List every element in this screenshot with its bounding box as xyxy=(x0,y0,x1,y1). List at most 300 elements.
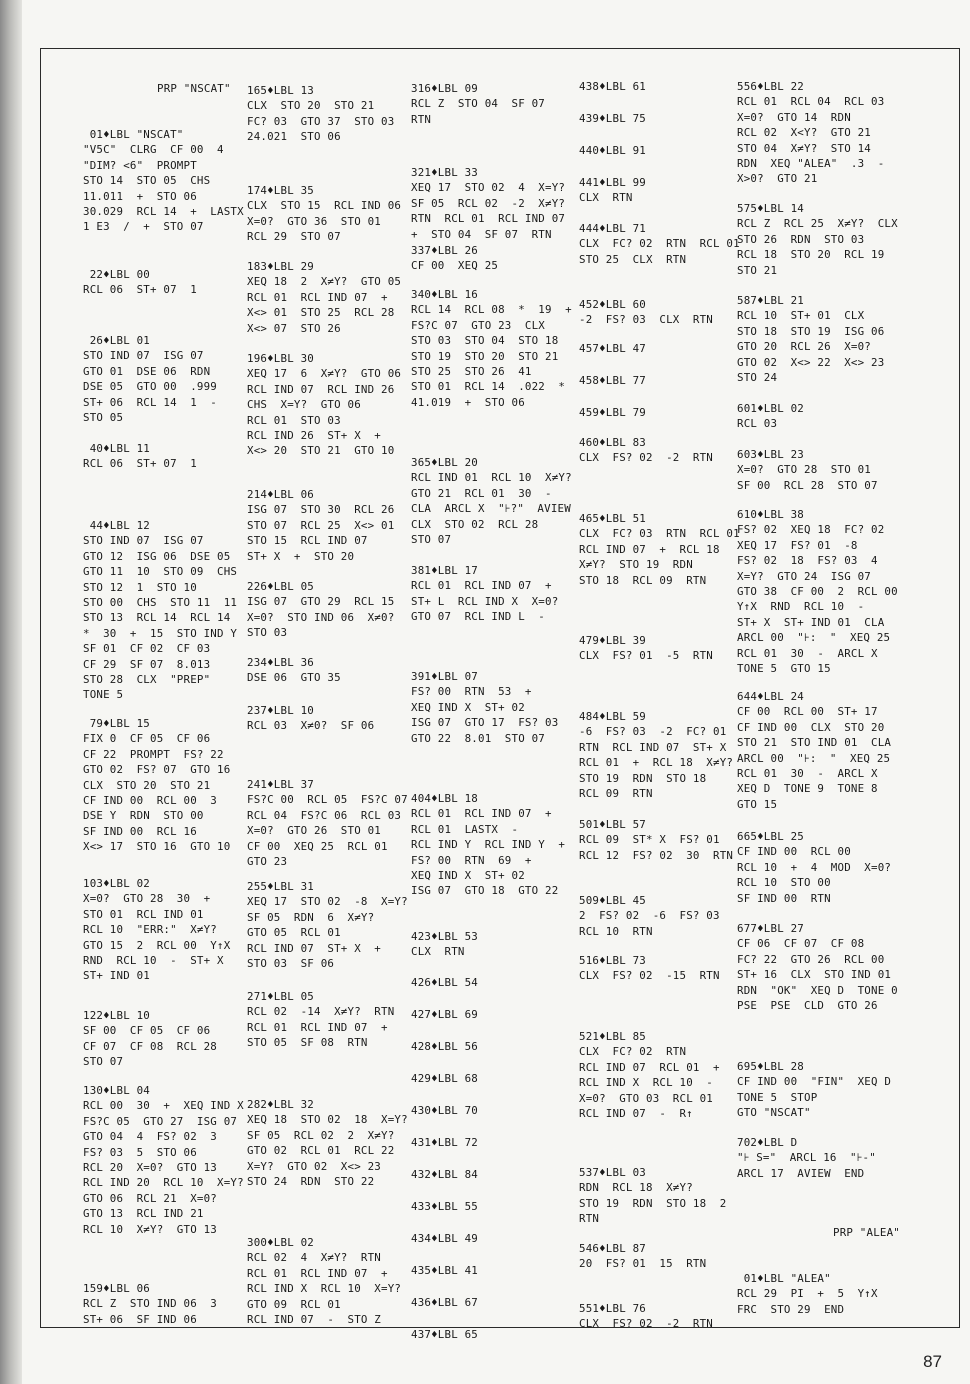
code-block xyxy=(737,79,959,187)
code-line: 01♦LBL "NSCAT" xyxy=(83,128,184,141)
code-line: 41.019 + STO 06 xyxy=(411,395,525,409)
code-line: CF IND 00 "FIN" XEQ D xyxy=(737,1075,892,1089)
code-line: 404♦LBL 18 xyxy=(411,792,479,805)
code-line: RCL 04 FS?C 06 RCL 03 xyxy=(247,808,402,822)
listing-frame xyxy=(40,48,960,1341)
code-line: ST+ 06 RCL 14 1 - xyxy=(83,395,218,409)
code-line: 610♦LBL 38 xyxy=(737,508,805,521)
code-line: RCL 20 X=0? GTO 13 xyxy=(83,1161,218,1175)
code-line: 428♦LBL 56 xyxy=(411,1040,479,1053)
code-line: XEQ IND X ST+ 02 xyxy=(411,700,525,714)
code-line: CF 22 PROMPT FS? 22 xyxy=(83,747,224,761)
code-line: CLX STO 02 RCL 28 xyxy=(411,517,539,531)
code-line: RCL 01 + RCL 18 X≠Y? xyxy=(579,756,734,770)
code-line: FS?C 05 GTO 27 ISG 07 xyxy=(83,1114,238,1128)
code-line: RCL IND X RCL 10 X=Y? xyxy=(247,1282,402,1296)
code-block xyxy=(83,267,243,298)
code-block xyxy=(737,829,959,906)
code-block xyxy=(83,518,243,703)
code-line: 435♦LBL 41 xyxy=(411,1264,479,1277)
listing-column-2 xyxy=(247,71,409,1327)
code-line: X=0? GTO 03 RCL 01 xyxy=(579,1091,714,1105)
code-line: FS? 03 5 STO 06 xyxy=(83,1145,197,1159)
code-line: X=0? GTO 14 RDN xyxy=(737,110,851,124)
code-line: GTO 04 4 FS? 02 3 xyxy=(83,1130,218,1144)
code-line: X=0? GTO 28 STO 01 xyxy=(737,463,872,477)
code-line: SF 00 RCL 28 STO 07 xyxy=(737,478,878,492)
code-line: 436♦LBL 67 xyxy=(411,1296,479,1309)
code-line: RCL 10 RTN xyxy=(579,924,653,938)
code-block xyxy=(579,709,735,801)
code-line: ST+ 16 CLX STO IND 01 xyxy=(737,968,892,982)
code-block xyxy=(83,127,243,235)
code-block xyxy=(579,111,735,126)
code-line: GTO 02 FS? 07 GTO 16 xyxy=(83,763,231,777)
code-line: 521♦LBL 85 xyxy=(579,1030,647,1043)
code-line: 441♦LBL 99 xyxy=(579,176,647,189)
code-line: DSE 06 GTO 35 xyxy=(247,671,341,685)
code-block xyxy=(411,1039,577,1054)
code-line: RCL 01 RCL IND 07 + xyxy=(247,1266,388,1280)
code-block xyxy=(737,1225,959,1240)
code-line: GTO 21 RCL 01 30 - xyxy=(411,486,552,500)
code-line: ST+ X ST+ IND 01 CLA xyxy=(737,615,885,629)
code-line: STO 21 xyxy=(737,263,778,277)
code-line: 196♦LBL 30 xyxy=(247,352,315,365)
code-line: RCL 10 X≠Y? GTO 13 xyxy=(83,1222,218,1236)
code-line: X<> 17 STO 16 GTO 10 xyxy=(83,840,231,854)
code-line: RCL IND 07 RCL IND 26 xyxy=(247,382,395,396)
code-line: RCL 01 STO 03 xyxy=(247,413,341,427)
code-line: CF 29 SF 07 8.013 xyxy=(83,657,211,671)
code-line: STO IND 07 ISG 07 xyxy=(83,534,204,548)
code-line: RCL IND 07 - STO Z xyxy=(247,1313,382,1327)
code-block xyxy=(579,373,735,388)
code-line: DSE Y RDN STO 00 xyxy=(83,809,204,823)
code-block xyxy=(411,1007,577,1022)
code-line: ARCL 00 "⊦: " XEQ 25 xyxy=(737,751,891,765)
code-line: CF 06 CF 07 CF 08 xyxy=(737,937,865,951)
code-block xyxy=(579,1241,735,1272)
code-block xyxy=(411,1327,577,1342)
code-line: STO 03 xyxy=(247,626,288,640)
code-line: STO 12 1 STO 10 xyxy=(83,580,197,594)
code-block xyxy=(737,689,959,812)
code-line: CLX FS? 02 -2 RTN xyxy=(579,1317,714,1331)
code-line: CF 00 XEQ 25 RCL 01 xyxy=(247,839,388,853)
code-block xyxy=(247,579,409,641)
code-line: GTO 38 CF 00 2 RCL 00 xyxy=(737,585,898,599)
code-line: 501♦LBL 57 xyxy=(579,818,647,831)
code-line: STO 01 RCL IND 01 xyxy=(83,907,204,921)
code-line: SF 05 RCL 02 -2 X≠Y? xyxy=(411,196,566,210)
code-line: STO 21 STO IND 01 CLA xyxy=(737,736,892,750)
code-line: RCL 03 X≠0? SF 06 xyxy=(247,719,375,733)
listing-column-3 xyxy=(411,71,577,1341)
code-line: 426♦LBL 54 xyxy=(411,976,479,989)
code-line: CLX FC? 02 RTN RCL 01 xyxy=(579,237,740,251)
code-line: RCL 03 xyxy=(737,417,778,431)
code-line: CF 00 XEQ 25 xyxy=(411,259,499,273)
code-block xyxy=(83,441,243,472)
code-line: 429♦LBL 68 xyxy=(411,1072,479,1085)
code-line: GTO 20 RCL 26 X=0? xyxy=(737,340,872,354)
code-line: PRP "NSCAT" xyxy=(157,82,231,95)
code-block xyxy=(411,1199,577,1214)
code-line: 174♦LBL 35 xyxy=(247,184,315,197)
code-block xyxy=(247,83,409,145)
code-block xyxy=(247,777,409,869)
code-line: RDN RCL 18 X≠Y? xyxy=(579,1181,693,1195)
code-line: 546♦LBL 87 xyxy=(579,1242,647,1255)
code-line: 103♦LBL 02 xyxy=(83,877,151,890)
code-line: CLX FS? 02 -2 RTN xyxy=(579,451,714,465)
code-block xyxy=(579,817,735,863)
code-line: 226♦LBL 05 xyxy=(247,580,315,593)
code-block xyxy=(411,287,577,410)
listing-column-4 xyxy=(579,71,740,1331)
code-block xyxy=(411,1103,577,1118)
code-line: 438♦LBL 61 xyxy=(579,80,647,93)
code-line: CLX STO 15 RCL IND 06 xyxy=(247,199,402,213)
code-line: RCL 10 + 4 MOD X=0? xyxy=(737,860,892,874)
code-line: RCL 06 ST+ 07 1 xyxy=(83,457,197,471)
code-line: ISG 07 STO 30 RCL 26 xyxy=(247,503,395,517)
code-line: 444♦LBL 71 xyxy=(579,222,647,235)
code-line: CF 07 CF 08 RCL 28 xyxy=(83,1039,218,1053)
code-line: XEQ IND X ST+ 02 xyxy=(411,869,525,883)
code-line: CF IND 00 CLX STO 20 xyxy=(737,720,885,734)
code-block xyxy=(83,1281,243,1327)
code-line: GTO 05 RCL 01 xyxy=(247,926,341,940)
code-block xyxy=(83,876,243,984)
code-line: X=Y? GTO 02 X<> 23 xyxy=(247,1159,382,1173)
code-block xyxy=(411,1135,577,1150)
code-line: 316♦LBL 09 xyxy=(411,82,479,95)
code-line: 237♦LBL 10 xyxy=(247,704,315,717)
code-line: STO 18 STO 19 ISG 06 xyxy=(737,324,885,338)
code-line: 458♦LBL 77 xyxy=(579,374,647,387)
code-block xyxy=(411,563,577,625)
code-line: Y↑X RND RCL 10 - xyxy=(737,600,865,614)
code-line: STO 15 RCL IND 07 xyxy=(247,534,368,548)
code-block xyxy=(411,791,577,899)
code-line: 479♦LBL 39 xyxy=(579,634,647,647)
code-line: RCL 02 4 X≠Y? RTN xyxy=(247,1251,382,1265)
code-line: ISG 07 GTO 18 GTO 22 xyxy=(411,884,559,898)
code-line: RCL IND 07 ST+ X + xyxy=(247,941,382,955)
code-block xyxy=(411,1263,577,1278)
code-line: RCL 09 RTN xyxy=(579,787,653,801)
code-line: RCL 01 30 - ARCL X xyxy=(737,646,878,660)
code-block xyxy=(737,921,959,1013)
code-block xyxy=(579,511,740,588)
code-line: FS? 02 18 FS? 03 4 xyxy=(737,554,878,568)
code-line: STO 07 xyxy=(83,1055,124,1069)
code-block xyxy=(737,1059,959,1121)
code-block xyxy=(737,1271,959,1317)
code-line: GTO 09 RCL 01 xyxy=(247,1297,341,1311)
code-block xyxy=(83,81,243,96)
code-line: RCL 01 LASTX - xyxy=(411,822,519,836)
code-line: RCL 01 RCL IND 07 + xyxy=(411,579,552,593)
code-line: + STO 04 SF 07 RTN xyxy=(411,227,552,241)
code-line: GTO 15 2 RCL 00 Y↑X xyxy=(83,938,231,952)
code-line: FS? 00 RTN 69 + xyxy=(411,853,532,867)
code-line: CF 00 RCL 00 ST+ 17 xyxy=(737,705,878,719)
code-line: RTN RCL 01 RCL IND 07 xyxy=(411,212,566,226)
code-line: STO 25 STO 26 41 xyxy=(411,365,532,379)
code-line: 20 FS? 01 15 RTN xyxy=(579,1257,707,1271)
code-line: 30.029 RCL 14 + LASTX xyxy=(83,205,244,219)
code-line: RCL IND 07 - R↑ xyxy=(579,1107,693,1121)
code-line: 22♦LBL 00 xyxy=(83,268,151,281)
code-line: ISG 07 GTO 17 FS? 03 xyxy=(411,716,559,730)
code-line: * 30 + 15 STO IND Y xyxy=(83,626,238,640)
code-line: TONE 5 STOP xyxy=(737,1090,818,1104)
code-line: 587♦LBL 21 xyxy=(737,294,805,307)
code-line: 440♦LBL 91 xyxy=(579,144,647,157)
code-line: FS? 00 RTN 53 + xyxy=(411,685,532,699)
code-line: STO 03 STO 04 STO 18 xyxy=(411,334,559,348)
code-line: X<> 20 STO 21 GTO 10 xyxy=(247,444,395,458)
code-line: STO 26 RDN STO 03 xyxy=(737,232,865,246)
code-line: RCL IND Y RCL IND Y + xyxy=(411,838,566,852)
code-line: RCL 09 ST* X FS? 01 xyxy=(579,833,720,847)
code-line: 665♦LBL 25 xyxy=(737,830,805,843)
code-block xyxy=(579,221,740,267)
code-line: 439♦LBL 75 xyxy=(579,112,647,125)
code-block xyxy=(247,879,409,971)
code-line: GTO 02 X<> 22 X<> 23 xyxy=(737,355,885,369)
code-line: 556♦LBL 22 xyxy=(737,80,805,93)
code-line: RCL 12 FS? 02 30 RTN xyxy=(579,848,734,862)
code-line: RCL IND 07 RCL 01 + xyxy=(579,1060,720,1074)
code-block xyxy=(579,143,735,158)
code-line: STO 07 RCL 25 X<> 01 xyxy=(247,518,395,532)
code-line: 337♦LBL 26 xyxy=(411,244,479,257)
code-line: STO 19 RDN STO 18 2 xyxy=(579,1196,727,1210)
code-block xyxy=(411,1071,577,1086)
code-line: GTO 12 ISG 06 DSE 05 xyxy=(83,549,231,563)
code-line: RCL 01 RCL IND 07 + xyxy=(411,807,552,821)
code-line: XEQ D TONE 9 TONE 8 xyxy=(737,782,878,796)
code-line: STO 05 SF 08 RTN xyxy=(247,1036,368,1050)
code-line: RCL 18 STO 20 RCL 19 xyxy=(737,248,885,262)
code-line: X>0? GTO 21 xyxy=(737,172,818,186)
code-line: 255♦LBL 31 xyxy=(247,880,315,893)
code-block xyxy=(737,201,959,278)
code-block xyxy=(411,1167,577,1182)
page-number: 87 xyxy=(923,1352,942,1371)
code-line: STO IND 07 ISG 07 xyxy=(83,349,204,363)
code-line: GTO 11 10 STO 09 CHS xyxy=(83,565,238,579)
code-block xyxy=(247,703,409,734)
code-line: ST+ 06 SF IND 06 xyxy=(83,1312,197,1326)
code-line: FS?C 00 RCL 05 FS?C 07 xyxy=(247,793,408,807)
code-line: FC? 22 GTO 26 RCL 00 xyxy=(737,952,885,966)
code-block xyxy=(411,243,577,274)
code-block xyxy=(247,989,409,1051)
code-line: RCL 01 RCL IND 07 + xyxy=(247,290,388,304)
code-line: DSE 05 GTO 00 .999 xyxy=(83,380,218,394)
code-line: "V5C" CLRG CF 00 4 xyxy=(83,143,224,157)
code-line: 321♦LBL 33 xyxy=(411,166,479,179)
code-line: GTO 13 RCL IND 21 xyxy=(83,1207,204,1221)
code-line: RDN "OK" XEQ D TONE 0 xyxy=(737,983,898,997)
code-block xyxy=(83,716,243,855)
code-line: 234♦LBL 36 xyxy=(247,656,315,669)
code-line: X=0? STO IND 06 X≠0? xyxy=(247,610,395,624)
code-line: 575♦LBL 14 xyxy=(737,202,805,215)
code-line: XEQ 17 6 X≠Y? GTO 06 xyxy=(247,367,402,381)
code-line: SF 01 CF 02 CF 03 xyxy=(83,642,211,656)
code-line: 702♦LBL D xyxy=(737,1136,798,1149)
code-block xyxy=(247,259,409,336)
code-line: RCL Z STO IND 06 3 xyxy=(83,1297,218,1311)
code-block xyxy=(579,893,735,939)
code-line: PSE PSE CLD GTO 26 xyxy=(737,999,878,1013)
code-line: FIX 0 CF 05 CF 06 xyxy=(83,732,211,746)
code-line: 24.021 STO 06 xyxy=(247,130,341,144)
code-block xyxy=(579,1301,735,1332)
code-line: ST+ L RCL IND X X=0? xyxy=(411,594,559,608)
code-line: ST+ IND 01 xyxy=(83,969,151,983)
code-line: STO 19 RDN STO 18 xyxy=(579,771,707,785)
code-line: STO 07 xyxy=(411,533,452,547)
code-block xyxy=(579,953,735,984)
code-line: CLX FS? 02 -15 RTN xyxy=(579,969,720,983)
code-block xyxy=(247,183,409,245)
code-line: 434♦LBL 49 xyxy=(411,1232,479,1245)
code-line: STO 00 CHS STO 11 11 xyxy=(83,596,238,610)
code-line: RCL Z STO 04 SF 07 xyxy=(411,97,546,111)
code-line: SF 00 CF 05 CF 06 xyxy=(83,1024,211,1038)
code-line: RCL IND X RCL 10 - xyxy=(579,1076,714,1090)
code-line: 431♦LBL 72 xyxy=(411,1136,479,1149)
code-line: STO 28 CLX "PREP" xyxy=(83,673,211,687)
code-line: 300♦LBL 02 xyxy=(247,1236,315,1249)
code-block xyxy=(83,333,243,425)
code-line: STO 19 STO 20 STO 21 xyxy=(411,349,559,363)
code-line: 183♦LBL 29 xyxy=(247,260,315,273)
code-line: GTO 06 RCL 21 X=0? xyxy=(83,1191,218,1205)
code-line: 2 FS? 02 -6 FS? 03 xyxy=(579,909,720,923)
code-line: -2 FS? 03 CLX RTN xyxy=(579,313,714,327)
code-line: CLX FS? 01 -5 RTN xyxy=(579,649,714,663)
code-line: 241♦LBL 37 xyxy=(247,778,315,791)
code-line: ST+ X + STO 20 xyxy=(247,549,355,563)
code-line: XEQ 18 2 X≠Y? GTO 05 xyxy=(247,275,402,289)
code-line: 1 E3 / + STO 07 xyxy=(83,220,204,234)
code-line: FS?C 07 GTO 23 CLX xyxy=(411,318,546,332)
code-line: STO 03 SF 06 xyxy=(247,957,335,971)
code-line: RCL 02 -14 X≠Y? RTN xyxy=(247,1005,395,1019)
code-line: X<> 07 STO 26 xyxy=(247,321,341,335)
code-line: TONE 5 xyxy=(83,688,124,702)
code-line: CHS X=Y? GTO 06 xyxy=(247,398,361,412)
code-line: RCL IND 07 + RCL 18 xyxy=(579,542,720,556)
code-block xyxy=(247,655,409,686)
code-line: RND RCL 10 - ST+ X xyxy=(83,954,224,968)
code-line: FC? 03 GTO 37 STO 03 xyxy=(247,114,395,128)
code-line: 430♦LBL 70 xyxy=(411,1104,479,1117)
code-line: 381♦LBL 17 xyxy=(411,564,479,577)
code-line: SF 05 RDN 6 X≠Y? xyxy=(247,910,375,924)
code-line: X=0? GTO 28 30 + xyxy=(83,892,211,906)
code-line: 427♦LBL 69 xyxy=(411,1008,479,1021)
code-line: RCL 29 PI + 5 Y↑X xyxy=(737,1287,878,1301)
code-line: PRP "ALEA" xyxy=(833,1226,901,1239)
code-line: RCL 29 STO 07 xyxy=(247,230,341,244)
code-block xyxy=(411,165,577,242)
code-block xyxy=(737,293,959,385)
code-line: 40♦LBL 11 xyxy=(83,442,151,455)
code-line: TONE 5 GTO 15 xyxy=(737,662,831,676)
code-line: XEQ 17 STO 02 -8 X=Y? xyxy=(247,895,408,909)
code-line: GTO 23 xyxy=(247,855,288,869)
code-line: 391♦LBL 07 xyxy=(411,670,479,683)
code-line: RCL IND 20 RCL 10 X=Y? xyxy=(83,1176,244,1190)
code-block xyxy=(737,507,959,676)
code-line: 603♦LBL 23 xyxy=(737,448,805,461)
code-block xyxy=(579,1165,735,1227)
code-block xyxy=(411,975,577,990)
code-block xyxy=(579,435,735,466)
code-line: 11.011 + STO 06 xyxy=(83,189,197,203)
code-line: FS? 02 XEQ 18 FC? 02 xyxy=(737,523,885,537)
code-line: "DIM? <6" PROMPT xyxy=(83,158,197,172)
code-line: SF 05 RCL 02 2 X≠Y? xyxy=(247,1128,395,1142)
code-line: RCL 10 "ERR:" X≠Y? xyxy=(83,923,218,937)
code-block xyxy=(579,297,735,328)
code-line: CLX STO 20 STO 21 xyxy=(247,99,375,113)
code-block xyxy=(411,455,577,547)
code-line: RTN xyxy=(579,1212,600,1226)
code-line: RTN xyxy=(411,112,432,126)
code-line: 459♦LBL 79 xyxy=(579,406,647,419)
code-line: 677♦LBL 27 xyxy=(737,922,805,935)
code-line: 165♦LBL 13 xyxy=(247,84,315,97)
code-line: STO 01 RCL 14 .022 * xyxy=(411,380,566,394)
code-line: RCL 01 RCL 04 RCL 03 xyxy=(737,95,885,109)
code-line: RCL 14 RCL 08 * 19 + xyxy=(411,303,572,317)
code-block xyxy=(411,929,577,960)
code-line: CF IND 00 RCL 00 xyxy=(737,845,851,859)
code-line: 465♦LBL 51 xyxy=(579,512,647,525)
code-line: STO 24 xyxy=(737,371,778,385)
code-line: ARCL 00 "⊦: " XEQ 25 xyxy=(737,631,891,645)
code-line: CLX STO 20 STO 21 xyxy=(83,778,211,792)
code-line: X=0? GTO 26 STO 01 xyxy=(247,824,382,838)
code-line: 423♦LBL 53 xyxy=(411,930,479,943)
code-block xyxy=(579,405,735,420)
code-block xyxy=(737,1135,959,1181)
code-line: 282♦LBL 32 xyxy=(247,1098,315,1111)
page-binding-shadow xyxy=(0,0,22,1384)
code-line: RCL 10 STO 00 xyxy=(737,876,831,890)
code-line: 432♦LBL 84 xyxy=(411,1168,479,1181)
code-line: X<> 01 STO 25 RCL 28 xyxy=(247,306,395,320)
code-block xyxy=(247,351,409,459)
code-line: 159♦LBL 06 xyxy=(83,1282,151,1295)
code-line: 214♦LBL 06 xyxy=(247,488,315,501)
code-line: RCL IND 26 ST+ X + xyxy=(247,429,382,443)
code-line: RTN RCL IND 07 ST+ X xyxy=(579,740,727,754)
code-line: GTO 02 RCL 01 RCL 22 xyxy=(247,1144,395,1158)
code-line: STO 13 RCL 14 RCL 14 xyxy=(83,611,231,625)
code-line: CLX FC? 02 RTN xyxy=(579,1045,687,1059)
